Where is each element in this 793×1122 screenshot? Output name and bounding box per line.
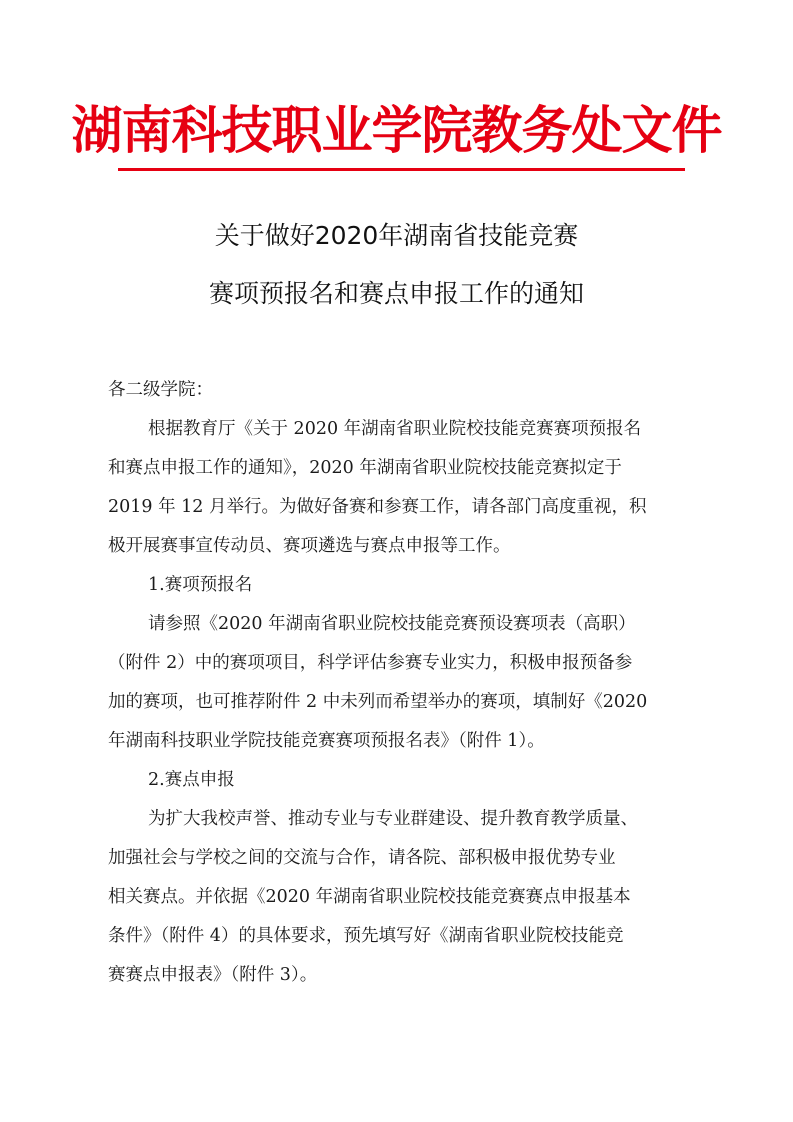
section-heading-2: 2.赛点申报: [148, 770, 235, 790]
body-line: 根据教育厅《关于 2020 年湖南省职业院校技能竞赛赛项预报名: [148, 419, 642, 439]
body-line: （附件 2）中的赛项项目，科学评估参赛专业实力，积极申报预备参: [108, 653, 633, 673]
body-line: 相关赛点。并依据《2020 年湖南省职业院校技能竞赛赛点申报基本: [108, 887, 631, 907]
salutation: 各二级学院：: [108, 380, 213, 400]
document-title-line-2: 赛项预报名和赛点申报工作的通知: [208, 279, 584, 308]
document-header: 湖南科技职业学院教务处文件: [71, 101, 722, 161]
body-line: 赛赛点申报表》（附件 3）。: [108, 965, 318, 985]
body-line: 和赛点申报工作的通知》，2020 年湖南省职业院校技能竞赛拟定于: [108, 458, 622, 478]
body-line: 加强社会与学校之间的交流与合作，请各院、部积极申报优势专业: [108, 848, 616, 868]
section-heading-1: 1.赛项预报名: [148, 575, 253, 595]
body-line: 请参照《2020 年湖南省职业院校技能竞赛预设赛项表（高职）: [148, 614, 636, 634]
body-line: 极开展赛事宣传动员、赛项遴选与赛点申报等工作。: [108, 536, 511, 556]
document-title-line-1: 关于做好2020年湖南省技能竞赛: [214, 221, 579, 250]
body-line: 2019 年 12 月举行。为做好备赛和参赛工作，请各部门高度重视，积: [108, 497, 647, 517]
body-line: 为扩大我校声誉、推动专业与专业群建设、提升教育教学质量、: [148, 809, 638, 829]
body-line: 加的赛项，也可推荐附件 2 中未列而希望举办的赛项，填制好《2020: [108, 692, 648, 712]
header-divider: [118, 168, 685, 171]
body-line: 年湖南科技职业学院技能竞赛赛项预报名表》（附件 1）。: [108, 731, 545, 751]
body-line: 条件》（附件 4）的具体要求，预先填写好《湖南省职业院校技能竞: [108, 926, 624, 946]
